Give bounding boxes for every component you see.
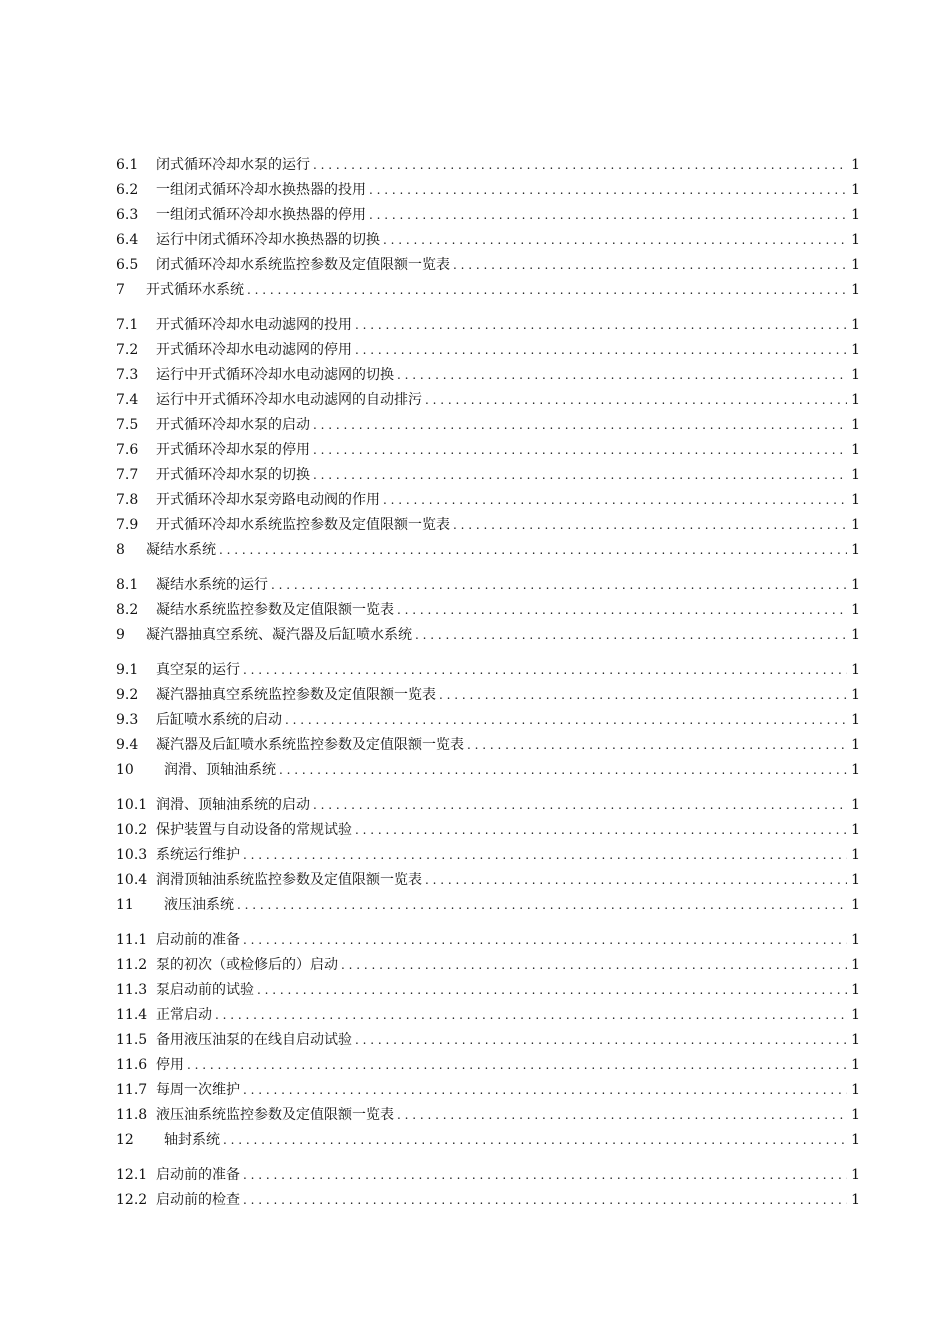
toc-dot-leader — [243, 658, 847, 683]
toc-entry-title: 启动前的准备 — [156, 932, 240, 948]
toc-entry-title: 系统运行维护 — [156, 847, 240, 863]
toc-entry-page-number: 1 — [851, 897, 860, 913]
toc-dot-leader — [383, 228, 847, 253]
toc-entry-title: 开式循环冷却水泵的启动 — [156, 417, 310, 433]
toc-entry[interactable] — [116, 203, 860, 228]
toc-entry[interactable] — [116, 338, 860, 363]
toc-dot-leader — [313, 463, 847, 488]
toc-dot-leader — [439, 683, 847, 708]
toc-entry[interactable] — [116, 758, 860, 783]
toc-dot-leader — [243, 928, 847, 953]
table-of-contents — [116, 153, 860, 1213]
toc-entry[interactable] — [116, 278, 860, 303]
toc-entry-page-number: 1 — [851, 577, 860, 593]
toc-entry[interactable] — [116, 868, 860, 893]
toc-dot-leader — [467, 733, 847, 758]
toc-entry-title: 运行中闭式循环冷却水换热器的切换 — [156, 232, 380, 248]
toc-entry-page-number: 1 — [851, 602, 860, 618]
toc-entry[interactable] — [116, 1103, 860, 1128]
toc-entry-title: 闭式循环冷却水泵的运行 — [156, 157, 310, 173]
toc-entry[interactable] — [116, 793, 860, 818]
toc-entry[interactable] — [116, 463, 860, 488]
toc-entry-title: 开式循环水系统 — [146, 282, 244, 298]
toc-entry-page-number: 1 — [851, 982, 860, 998]
toc-entry-page-number: 1 — [851, 232, 860, 248]
toc-entry-number: 9.2 — [116, 687, 139, 703]
toc-entry-page-number: 1 — [851, 932, 860, 948]
toc-entry-number: 10.2 — [116, 822, 148, 838]
toc-entry-page-number: 1 — [851, 872, 860, 888]
toc-entry-number: 7.2 — [116, 342, 139, 358]
toc-entry-number: 12.2 — [116, 1192, 148, 1208]
toc-dot-leader — [243, 1163, 847, 1188]
toc-entry-title: 凝汽器及后缸喷水系统监控参数及定值限额一览表 — [156, 737, 464, 753]
toc-entry-page-number: 1 — [851, 317, 860, 333]
toc-entry-title: 润滑顶轴油系统监控参数及定值限额一览表 — [156, 872, 422, 888]
toc-entry-number: 7.8 — [116, 492, 139, 508]
toc-dot-leader — [425, 388, 847, 413]
toc-entry-page-number: 1 — [851, 342, 860, 358]
toc-dot-leader — [453, 253, 847, 278]
toc-entry-page-number: 1 — [851, 492, 860, 508]
toc-entry-title: 后缸喷水系统的启动 — [156, 712, 282, 728]
toc-entry-page-number: 1 — [851, 467, 860, 483]
toc-entry[interactable] — [116, 153, 860, 178]
toc-entry-title: 泵的初次（或检修后的）启动 — [156, 957, 338, 973]
toc-entry[interactable] — [116, 843, 860, 868]
toc-entry-number: 7 — [116, 282, 125, 298]
toc-dot-leader — [341, 953, 847, 978]
toc-dot-leader — [355, 338, 847, 363]
toc-entry-page-number: 1 — [851, 762, 860, 778]
toc-entry-number: 12 — [116, 1132, 134, 1148]
toc-entry-page-number: 1 — [851, 442, 860, 458]
toc-entry[interactable] — [116, 978, 860, 1003]
toc-entry-title: 凝结水系统监控参数及定值限额一览表 — [156, 602, 394, 618]
toc-dot-leader — [397, 363, 847, 388]
toc-entry-number: 8 — [116, 542, 125, 558]
toc-entry-number: 11.4 — [116, 1007, 148, 1023]
toc-entry-title: 保护装置与自动设备的常规试验 — [156, 822, 352, 838]
toc-entry-number: 11.3 — [116, 982, 148, 998]
toc-dot-leader — [223, 1128, 847, 1153]
toc-dot-leader — [313, 793, 847, 818]
toc-entry-page-number: 1 — [851, 847, 860, 863]
toc-dot-leader — [243, 1078, 847, 1103]
toc-dot-leader — [247, 278, 847, 303]
toc-dot-leader — [243, 1188, 847, 1213]
toc-entry-number: 7.5 — [116, 417, 139, 433]
toc-entry[interactable] — [116, 598, 860, 623]
toc-entry-title: 停用 — [156, 1057, 184, 1073]
toc-entry[interactable] — [116, 1078, 860, 1103]
toc-entry[interactable] — [116, 388, 860, 413]
toc-entry-page-number: 1 — [851, 1007, 860, 1023]
toc-entry-page-number: 1 — [851, 797, 860, 813]
toc-entry-number: 11.6 — [116, 1057, 148, 1073]
toc-entry-title: 润滑、顶轴油系统的启动 — [156, 797, 310, 813]
toc-entry-number: 6.2 — [116, 182, 139, 198]
toc-entry[interactable] — [116, 1163, 860, 1188]
toc-dot-leader — [355, 818, 847, 843]
toc-entry-title: 每周一次维护 — [156, 1082, 240, 1098]
toc-entry-number: 10.3 — [116, 847, 148, 863]
toc-entry[interactable] — [116, 683, 860, 708]
toc-entry[interactable] — [116, 538, 860, 563]
toc-entry-title: 开式循环冷却水系统监控参数及定值限额一览表 — [156, 517, 450, 533]
toc-entry-number: 10 — [116, 762, 134, 778]
toc-dot-leader — [415, 623, 847, 648]
toc-entry-page-number: 1 — [851, 392, 860, 408]
toc-entry[interactable] — [116, 623, 860, 648]
toc-entry[interactable] — [116, 1003, 860, 1028]
toc-entry-number: 6.4 — [116, 232, 139, 248]
toc-dot-leader — [285, 708, 847, 733]
toc-entry-number: 9.1 — [116, 662, 139, 678]
toc-dot-leader — [219, 538, 847, 563]
toc-entry-page-number: 1 — [851, 282, 860, 298]
toc-dot-leader — [271, 573, 847, 598]
toc-entry-number: 7.4 — [116, 392, 139, 408]
toc-entry[interactable] — [116, 928, 860, 953]
toc-entry-page-number: 1 — [851, 417, 860, 433]
toc-entry-number: 7.6 — [116, 442, 139, 458]
toc-entry-number: 9.4 — [116, 737, 139, 753]
toc-dot-leader — [453, 513, 847, 538]
toc-entry-title: 凝结水系统的运行 — [156, 577, 268, 593]
toc-dot-leader — [215, 1003, 847, 1028]
toc-entry-title: 一组闭式循环冷却水换热器的投用 — [156, 182, 366, 198]
toc-dot-leader — [355, 313, 847, 338]
toc-entry-number: 12.1 — [116, 1167, 148, 1183]
toc-entry-page-number: 1 — [851, 1132, 860, 1148]
toc-entry[interactable] — [116, 178, 860, 203]
toc-entry-title: 开式循环冷却水泵的切换 — [156, 467, 310, 483]
toc-entry-page-number: 1 — [851, 182, 860, 198]
toc-entry-title: 泵启动前的试验 — [156, 982, 254, 998]
toc-entry-title: 运行中开式循环冷却水电动滤网的自动排污 — [156, 392, 422, 408]
toc-entry[interactable] — [116, 1128, 860, 1153]
toc-entry[interactable] — [116, 818, 860, 843]
toc-entry-number: 6.1 — [116, 157, 139, 173]
toc-entry-number: 9 — [116, 627, 125, 643]
toc-entry[interactable] — [116, 513, 860, 538]
toc-entry-title: 运行中开式循环冷却水电动滤网的切换 — [156, 367, 394, 383]
toc-dot-leader — [313, 153, 847, 178]
toc-entry[interactable] — [116, 488, 860, 513]
toc-entry[interactable] — [116, 438, 860, 463]
toc-dot-leader — [313, 413, 847, 438]
toc-dot-leader — [369, 178, 847, 203]
toc-entry-page-number: 1 — [851, 542, 860, 558]
toc-entry-title: 凝汽器抽真空系统监控参数及定值限额一览表 — [156, 687, 436, 703]
toc-entry-title: 备用液压油泵的在线自启动试验 — [156, 1032, 352, 1048]
toc-entry-page-number: 1 — [851, 1057, 860, 1073]
toc-entry-number: 11.1 — [116, 932, 148, 948]
toc-dot-leader — [397, 1103, 847, 1128]
toc-entry-page-number: 1 — [851, 257, 860, 273]
toc-entry-title: 液压油系统监控参数及定值限额一览表 — [156, 1107, 394, 1123]
toc-dot-leader — [187, 1053, 847, 1078]
toc-entry[interactable] — [116, 413, 860, 438]
toc-entry[interactable] — [116, 1188, 860, 1213]
toc-entry-page-number: 1 — [851, 207, 860, 223]
toc-entry[interactable] — [116, 363, 860, 388]
toc-entry-title: 开式循环冷却水泵的停用 — [156, 442, 310, 458]
toc-entry-title: 液压油系统 — [164, 897, 234, 913]
toc-dot-leader — [369, 203, 847, 228]
toc-entry-number: 6.3 — [116, 207, 139, 223]
toc-entry-title: 启动前的准备 — [156, 1167, 240, 1183]
toc-entry-page-number: 1 — [851, 1032, 860, 1048]
toc-entry[interactable] — [116, 893, 860, 918]
toc-entry[interactable] — [116, 253, 860, 278]
toc-entry-title: 开式循环冷却水电动滤网的投用 — [156, 317, 352, 333]
toc-entry[interactable] — [116, 228, 860, 253]
toc-entry-title: 闭式循环冷却水系统监控参数及定值限额一览表 — [156, 257, 450, 273]
toc-entry[interactable] — [116, 658, 860, 683]
toc-dot-leader — [397, 598, 847, 623]
toc-entry-number: 7.7 — [116, 467, 139, 483]
toc-entry-title: 开式循环冷却水泵旁路电动阀的作用 — [156, 492, 380, 508]
toc-entry-page-number: 1 — [851, 1192, 860, 1208]
toc-entry-page-number: 1 — [851, 957, 860, 973]
toc-entry-number: 8.2 — [116, 602, 139, 618]
toc-entry-number: 10.1 — [116, 797, 148, 813]
toc-entry[interactable] — [116, 733, 860, 758]
toc-entry-title: 润滑、顶轴油系统 — [164, 762, 276, 778]
toc-entry-number: 8.1 — [116, 577, 139, 593]
toc-dot-leader — [313, 438, 847, 463]
toc-entry[interactable] — [116, 953, 860, 978]
toc-entry-number: 10.4 — [116, 872, 148, 888]
toc-entry-page-number: 1 — [851, 712, 860, 728]
toc-entry-number: 11.8 — [116, 1107, 148, 1123]
toc-entry-number: 6.5 — [116, 257, 139, 273]
toc-entry-page-number: 1 — [851, 1167, 860, 1183]
toc-entry-number: 11 — [116, 897, 134, 913]
toc-entry-number: 11.7 — [116, 1082, 148, 1098]
toc-dot-leader — [257, 978, 847, 1003]
toc-entry-number: 9.3 — [116, 712, 139, 728]
toc-entry-page-number: 1 — [851, 1082, 860, 1098]
toc-dot-leader — [383, 488, 847, 513]
toc-entry-number: 7.9 — [116, 517, 139, 533]
toc-entry-title: 一组闭式循环冷却水换热器的停用 — [156, 207, 366, 223]
toc-entry-page-number: 1 — [851, 822, 860, 838]
toc-entry-title: 轴封系统 — [164, 1132, 220, 1148]
toc-entry-title: 真空泵的运行 — [156, 662, 240, 678]
toc-entry-page-number: 1 — [851, 662, 860, 678]
toc-entry-title: 凝汽器抽真空系统、凝汽器及后缸喷水系统 — [146, 627, 412, 643]
toc-entry-title: 凝结水系统 — [146, 542, 216, 558]
toc-entry-page-number: 1 — [851, 737, 860, 753]
toc-entry-page-number: 1 — [851, 627, 860, 643]
toc-entry-page-number: 1 — [851, 517, 860, 533]
toc-entry-page-number: 1 — [851, 367, 860, 383]
toc-entry-number: 7.1 — [116, 317, 139, 333]
toc-entry-page-number: 1 — [851, 157, 860, 173]
toc-dot-leader — [355, 1028, 847, 1053]
toc-entry-title: 正常启动 — [156, 1007, 212, 1023]
toc-entry-title: 启动前的检查 — [156, 1192, 240, 1208]
toc-dot-leader — [279, 758, 847, 783]
toc-entry[interactable] — [116, 708, 860, 733]
toc-dot-leader — [425, 868, 847, 893]
toc-entry-page-number: 1 — [851, 687, 860, 703]
toc-entry[interactable] — [116, 1028, 860, 1053]
toc-dot-leader — [237, 893, 847, 918]
toc-entry-number: 7.3 — [116, 367, 139, 383]
toc-entry-number: 11.2 — [116, 957, 148, 973]
toc-entry-page-number: 1 — [851, 1107, 860, 1123]
toc-entry[interactable] — [116, 313, 860, 338]
toc-entry[interactable] — [116, 573, 860, 598]
toc-dot-leader — [243, 843, 847, 868]
toc-entry-number: 11.5 — [116, 1032, 148, 1048]
toc-entry-title: 开式循环冷却水电动滤网的停用 — [156, 342, 352, 358]
toc-entry[interactable] — [116, 1053, 860, 1078]
